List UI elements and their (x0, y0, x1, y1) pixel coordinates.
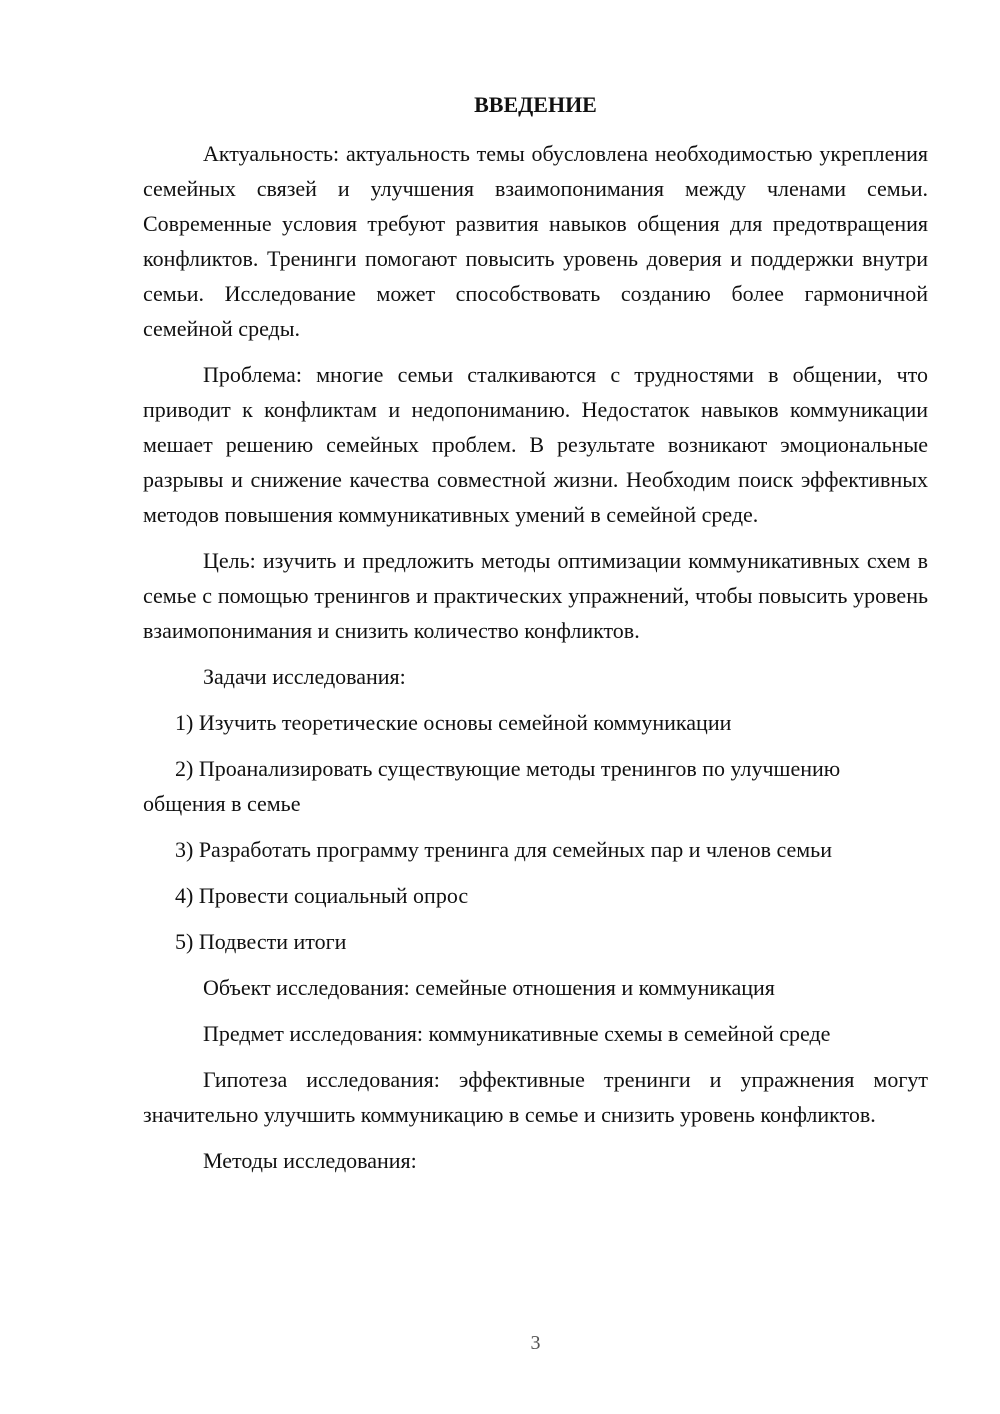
list-item: 3) Разработать программу тренинга для семейных пар и членов семьи (175, 837, 832, 863)
research-object: Объект исследования: семейные отношения и коммуникация (203, 975, 775, 1001)
tasks-list (143, 705, 928, 959)
research-hypothesis: Гипотеза исследования: эффективные тренинги и упражнения могут значительно улучшить коммуникацию в семье и снизить уровень конфликтов. (143, 1067, 928, 1128)
research-methods-heading: Методы исследования: (203, 1148, 417, 1174)
document-page (143, 92, 928, 1189)
list-item: 4) Провести социальный опрос (175, 883, 469, 909)
problem-paragraph: Проблема: многие семьи сталкиваются с трудностями в общении, что приводит к конфликтам и недопониманию. Недостаток навыков коммуникации мешает решению семейных проблем. В результате возникают эмоциональные разрывы и снижение качества совместной жизни. Необходим поиск эффективных методов повышения коммуникативных умений в семейной среде. (143, 362, 928, 528)
list-item: 1) Изучить теоретические основы семейной коммуникации (175, 710, 732, 736)
goal-paragraph: Цель: изучить и предложить методы оптимизации коммуникативных схем в семье с помощью тренингов и практических упражнений, чтобы повысить уровень взаимопонимания и снизить количество конфликтов. (143, 548, 928, 644)
tasks-heading: Задачи исследования: (203, 664, 406, 690)
page-number: 3 (530, 1332, 541, 1354)
relevance-paragraph: Актуальность: актуальность темы обусловлена необходимостью укрепления семейных связей и улучшения взаимопонимания между членами семьи. Современные условия требуют развития навыков общения для предотвращения конфликтов. Тренинги помогают повысить уровень доверия и поддержки внутри семьи. Исследование может способствовать созданию более гармоничной семейной среды. (143, 141, 928, 342)
list-item: 5) Подвести итоги (175, 929, 347, 955)
research-subject: Предмет исследования: коммуникативные схемы в семейной среде (203, 1021, 831, 1047)
page-title: ВВЕДЕНИЕ (474, 92, 597, 117)
list-item: 2) Проанализировать существующие методы тренингов по улучшению общения в семье (143, 756, 841, 817)
